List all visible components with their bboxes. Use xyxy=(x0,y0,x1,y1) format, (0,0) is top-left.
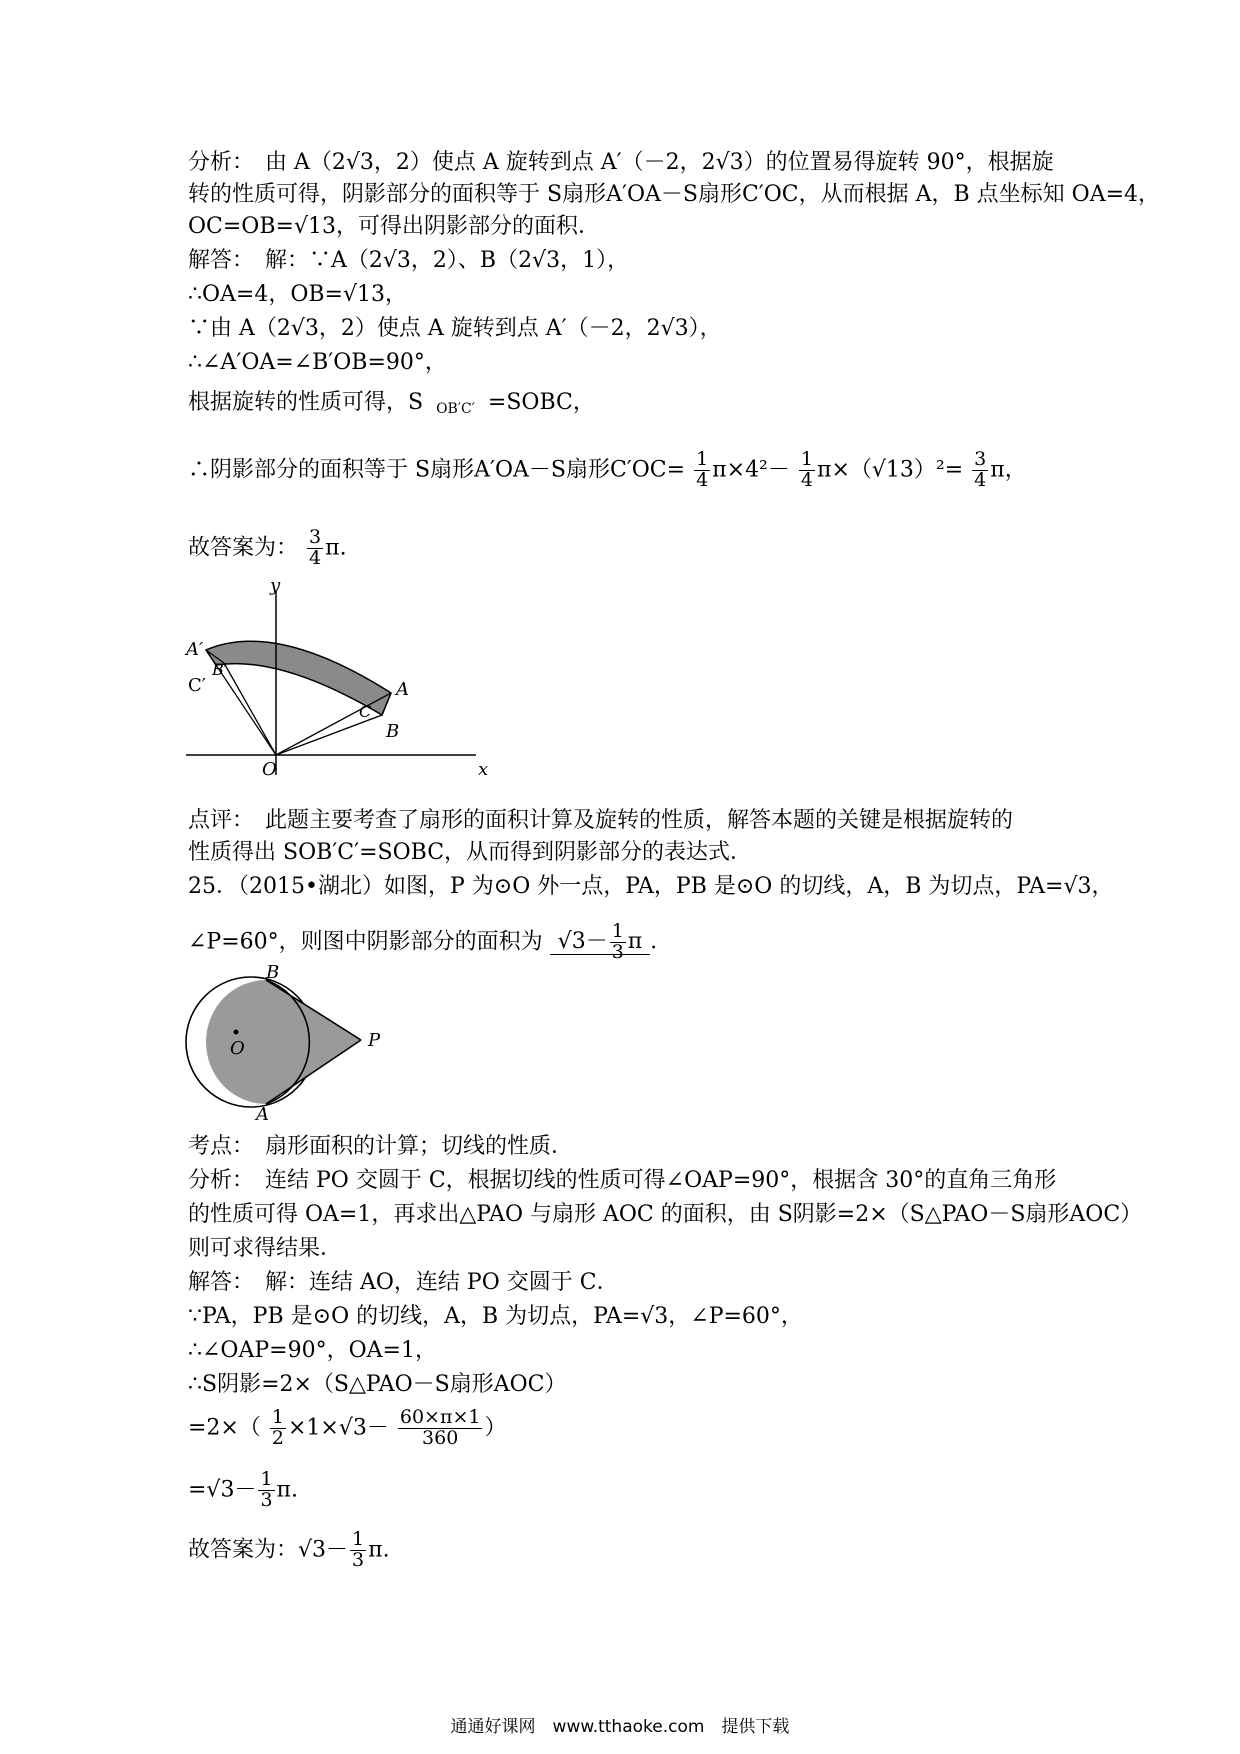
center-dot xyxy=(234,1030,239,1035)
analysis2-line-2: 的性质可得 OA=1，再求出△PAO 与扇形 AOC 的面积，由 S阴影=2×（S△PAO－S扇形AOC） xyxy=(188,1202,1143,1227)
label-b: B xyxy=(386,721,400,742)
label-c: C xyxy=(359,702,372,721)
fraction-1-3: $\frac{1}{3}$ xyxy=(260,1468,273,1511)
label-b: B xyxy=(266,962,280,983)
page-footer: 通通好课网 www.tthaoke.com 提供下载 xyxy=(450,1717,790,1737)
solution-line-1: 解答： 解：∵A（2√3，2）、B（2√3，1）， xyxy=(188,248,630,273)
label-o: O xyxy=(230,1038,245,1059)
solution2-line-2: ∵PA，PB 是⊙O 的切线，A，B 为切点，PA=√3，∠P=60°， xyxy=(188,1304,803,1329)
fraction-1-2: $\frac{1}{2}$ xyxy=(271,1406,284,1449)
key-points-line: 考点： 扇形面积的计算；切线的性质． xyxy=(188,1134,574,1159)
answer-blank: √3－ $\frac{1}{3}$ π xyxy=(550,929,651,955)
fraction-1-4: $\frac{1}{4}$ xyxy=(696,448,709,491)
answer-line-1: 故答案为： $\frac{3}{4}$ π. xyxy=(188,526,347,569)
label-x: x xyxy=(478,759,489,780)
solution-line-4: ∴∠A′OA=∠B′OB=90°， xyxy=(188,350,447,375)
analysis-line-1: 分析： 由 A（2√3，2）使点 A 旋转到点 A′（－2，2√3）的位置易得旋转 90°，根据旋 xyxy=(188,150,1054,175)
rotation-figure xyxy=(186,575,489,780)
solution2-line-4: ∴S阴影=2×（S△PAO－S扇形AOC） xyxy=(188,1372,567,1397)
solution-line-3: ∵由 A（2√3，2）使点 A 旋转到点 A′（－2，2√3）， xyxy=(188,316,722,341)
solution-line-6: ∴阴影部分的面积等于 S扇形A′OA－S扇形C′OC= $\frac{1}{4}$ π×4²－ $\frac{1}{4}$ π×（√13）²= $\frac{3}{4}$ π， xyxy=(188,448,1027,491)
solution2-line-6: =√3－ $\frac{1}{3}$ π. xyxy=(188,1468,298,1511)
solution2-line-5: =2×（ $\frac{1}{2}$ ×1×√3－ $\frac{60\times\pi\times 1}{360}$ ） xyxy=(188,1406,507,1449)
analysis-line-2: 转的性质可得，阴影部分的面积等于 S扇形A′OA－S扇形C′OC，从而根据 A，B 点坐标知 OA=4， xyxy=(188,182,1161,207)
label-o: O xyxy=(262,759,277,780)
segment-ob xyxy=(276,715,382,755)
fraction-1-4: $\frac{1}{4}$ xyxy=(800,448,813,491)
label-a: A xyxy=(256,1104,269,1125)
solution-line-5: 根据旋转的性质可得，S $_{OB'C'}$ =SOBC， xyxy=(188,390,595,417)
solution-line-2: ∴OA=4，OB=√13， xyxy=(188,282,408,307)
fraction-60pi-360: $\frac{60\times\pi\times 1}{360}$ xyxy=(399,1406,481,1449)
review-line-1: 点评： 此题主要考查了扇形的面积计算及旋转的性质，解答本题的关键是根据旋转的 xyxy=(188,808,1014,833)
solution2-line-1: 解答： 解：连结 AO，连结 PO 交圆于 C． xyxy=(188,1270,619,1295)
analysis2-line-3: 则可求得结果． xyxy=(188,1236,343,1261)
problem-25-line-1: 25．（2015•湖北）如图，P 为⊙O 外一点，PA，PB 是⊙O 的切线，A，B 为切点，PA=√3， xyxy=(188,874,1114,899)
answer-line-2: 故答案为：√3－ $\frac{1}{3}$ π. xyxy=(188,1528,390,1571)
review-line-2: 性质得出 SOB′C′=SOBC，从而得到阴影部分的表达式． xyxy=(188,840,753,865)
segment-ob1 xyxy=(224,663,276,755)
fraction-3-4: $\frac{3}{4}$ xyxy=(974,448,987,491)
label-c-prime: C′ xyxy=(188,675,206,696)
label-b-prime: B′ xyxy=(212,660,228,679)
label-y: y xyxy=(270,575,281,596)
analysis-line-3: OC=OB=√13，可得出阴影部分的面积． xyxy=(188,214,600,239)
label-p: P xyxy=(368,1030,381,1051)
segment-oa xyxy=(276,693,391,755)
fraction-1-3: $\frac{1}{3}$ xyxy=(352,1528,365,1571)
analysis2-line-1: 分析： 连结 PO 交圆于 C，根据切线的性质可得∠OAP=90°，根据含 30°的直角三角形 xyxy=(188,1168,1057,1193)
label-a: A xyxy=(396,679,409,700)
fraction-3-4: $\frac{3}{4}$ xyxy=(309,526,322,569)
tangent-figure xyxy=(186,962,406,1125)
label-a-prime: A′ xyxy=(186,639,204,660)
problem-25-line-2: ∠P=60°，则图中阴影部分的面积为 √3－ $\frac{1}{3}$ π ． xyxy=(188,920,673,963)
solution2-line-3: ∴∠OAP=90°，OA=1， xyxy=(188,1338,437,1363)
